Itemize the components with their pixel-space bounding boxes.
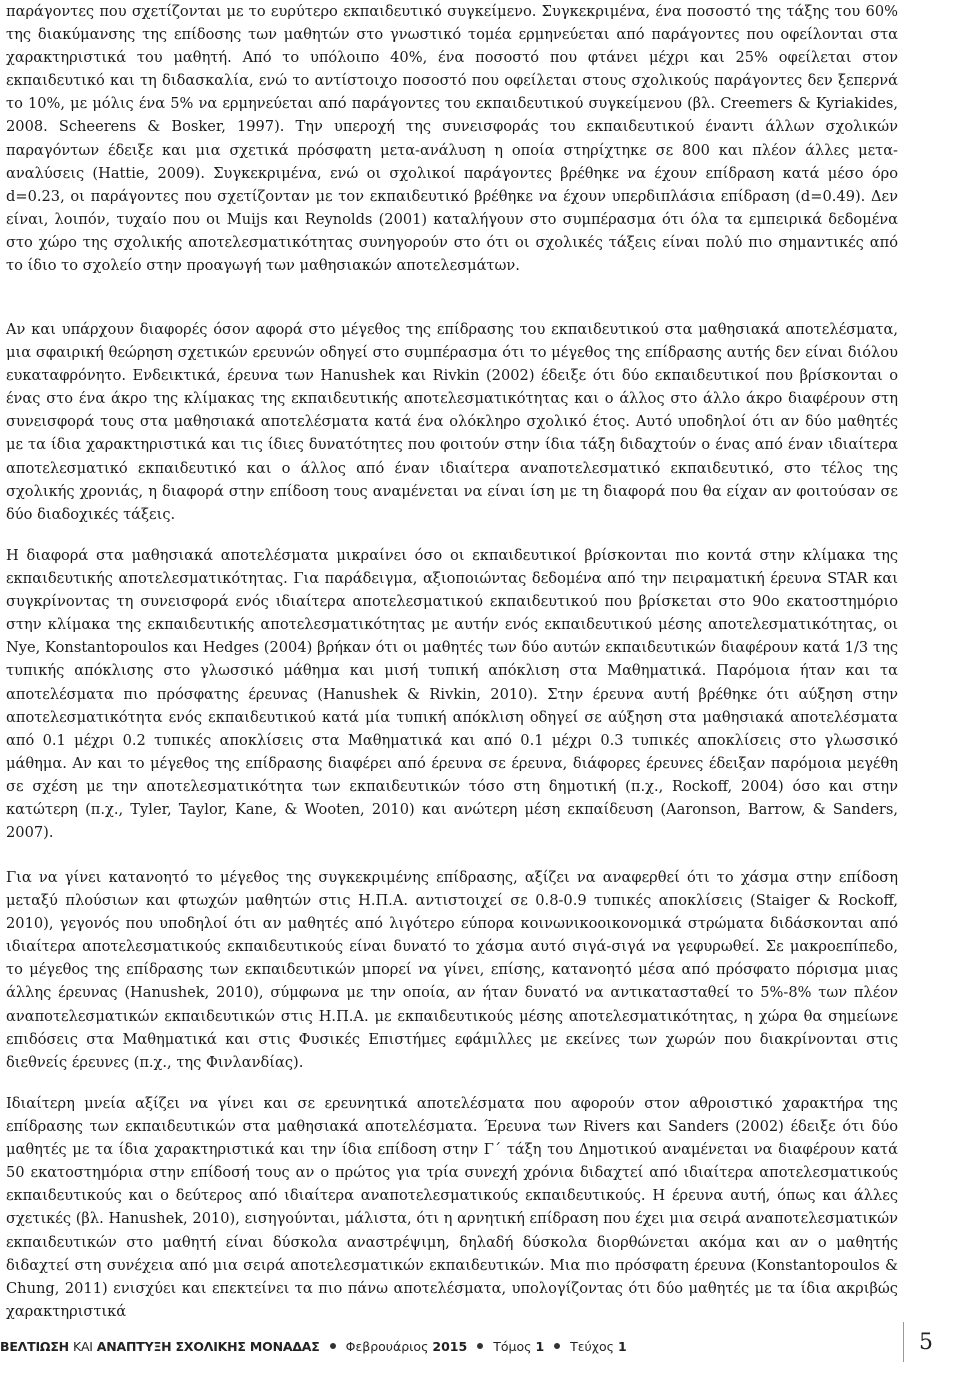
bullet-separator-icon xyxy=(477,1343,483,1349)
journal-title-word1: ΒΕΛΤΙΩΣΗ xyxy=(0,1338,69,1354)
issue-year: 2015 xyxy=(432,1338,468,1354)
issue-month: Φεβρουάριος xyxy=(345,1338,429,1354)
paragraph-3: Η διαφορά στα μαθησιακά αποτελέσματα μικραίνει όσο οι εκπαιδευτικοί βρίσκονται πιο κοντά στην κλίμακα της εκπαιδευτικής αποτελεσματικότητας. Για παράδειγμα, αξιοποιώντας δεδομένα από την πειραματική έρευνα STAR και συγκρίνοντας τη συνεισφορά ενός ιδιαίτερα αποτελεσματικού εκπαιδευτικού που βρίσκεται στο 90ο εκατοστημόριο στην κλίμακα της εκπαιδευτικής αποτελεσματικότητας με αυτήν ενός εκπαιδευτικού μέσης αποτελεσματικότητας, οι Nye, Konstantopoulos και Hedges (2004) βρήκαν ότι οι μαθητές των δύο αυτών εκπαιδευτικών διαφέρουν κατά 1/3 της τυπικής απόκλισης στο γλωσσικό μάθημα και μισή τυπική απόκλιση στα Μαθηματικά. Παρόμοια ήταν και τα αποτελέσματα πιο πρόσφατης έρευνας (Hanushek & Rivkin, 2010). Στην έρευνα αυτή βρέθηκε ότι αύξηση στην αποτελεσματικότητα ενός εκπαιδευτικού κατά μία τυπική απόκλιση οδηγεί σε αύξηση στα μαθησιακά αποτελέσματα από 0.1 μέχρι 0.2 τυπικές αποκλίσεις στα Μαθηματικά και από 0.1 μέχρι 0.3 τυπικές αποκλίσεις στο γλωσσικό μάθημα. Αν και το μέγεθος της επίδρασης διαφέρει από έρευνα σε έρευνα, διάφορες έρευνες έδειξαν παρόμοια μεγέθη σε σχέση με την αποτελεσματικότητα των εκπαιδευτικών τόσο στη δημοτική (π.χ., Rockoff, 2004) όσο και στην κατώτερη (π.χ., Tyler, Taylor, Kane, & Wooten, 2010) και ανώτερη μέση εκπαίδευση (Aaronson, Barrow, & Sanders, 2007). xyxy=(6,547,898,842)
page-number-box xyxy=(903,1322,940,1362)
bullet-separator-icon xyxy=(554,1343,560,1349)
bullet-separator-icon xyxy=(330,1343,336,1349)
paragraph-4: Για να γίνει κατανοητό το μέγεθος της συγκεκριμένης επίδρασης, αξίζει να αναφερθεί ότι το χάσμα στην επίδοση μεταξύ πλούσιων και φτωχών μαθητών στις Η.Π.Α. αντιστοιχεί σε 0.8-0.9 τυπικές αποκλίσεις (Staiger & Rockoff, 2010), γεγονός που υποδηλοί ότι αν μαθητές από λιγότερο εύπορα κοινωνικοοικονομικά στρώματα διδάσκονται από ιδιαίτερα αποτελεσματικούς εκπαιδευτικούς είναι δυνατό το χάσμα αυτό σιγά-σιγά να γεφυρωθεί. Σε μακροεπίπεδο, το μέγεθος της επίδρασης των εκπαιδευτικών μπορεί να γίνει, επίσης, κατανοητό μέσα από πρόσφατο πόρισμα μιας άλλης έρευνας (Hanushek, 2010), σύμφωνα με την οποία, αν ήταν δυνατό να αντικατασταθεί το 5%-8% των πλέον αναποτελεσματικών εκπαιδευτικών στις Η.Π.Α. με εκπαιδευτικούς μέσης αποτελεσματικότητας, η χώρα θα σημείωνε επιδόσεις στα Μαθηματικά και στις Φυσικές Επιστήμες εφάμιλλες με εκείνες των χωρών που διακρίνονται στις διεθνείς έρευνες (π.χ., της Φινλανδίας). xyxy=(6,869,898,1071)
footer-journal-info xyxy=(0,1336,880,1356)
paragraph-2: Αν και υπάρχουν διαφορές όσον αφορά στο μέγεθος της επίδρασης του εκπαιδευτικού στα μαθησιακά αποτελέσματα, μια σφαιρική θεώρηση σχετικών ερευνών οδηγεί στο συμπέρασμα ότι το μέγεθος της επίδρασης αυτής δεν είναι διόλου ευκαταφρόνητο. Ενδεικτικά, έρευνα των Hanushek και Rivkin (2002) έδειξε ότι δύο εκπαιδευτικοί που βρίσκονται ο ένας στο ένα άκρο της κλίμακας της εκπαιδευτικής αποτελεσματικότητας και ο άλλος στο άλλο άκρο διαφέρουν στη συνεισφορά τους στα μαθησιακά αποτελέσματα κατά ένα ολόκληρο σχολικό έτος. Αυτό υποδηλοί ότι αν δύο μαθητές με τα ίδια χαρακτηριστικά και τις ίδιες δυνατότητες που φοιτούν στην ίδια τάξη διδαχτούν ο ένας από έναν ιδιαίτερα αποτελεσματικό εκπαιδευτικό και ο άλλος από έναν ιδιαίτερα αναποτελεσματικό εκπαιδευτικό, στο τέλος της σχολικής χρονιάς, η διαφορά στην επίδοση τους αναμένεται να είναι ίση με τη διαφορά που θα είχαν αν φοιτούσαν σε δύο διαδοχικές τάξεις. xyxy=(6,321,898,523)
page-number: 5 xyxy=(919,1329,933,1355)
journal-title-word3: ΑΝΑΠΤΥΞΗ ΣΧΟΛΙΚΗΣ ΜΟΝΑΔΑΣ xyxy=(96,1338,320,1354)
paragraph-5: Ιδιαίτερη μνεία αξίζει να γίνει και σε ερευνητικά αποτελέσματα που αφορούν στον αθροιστικό χαρακτήρα της επίδρασης των εκπαιδευτικών στα μαθησιακά αποτελέσματα. Έρευνα των Rivers και Sanders (2002) έδειξε ότι δύο μαθητές με τα ίδια χαρακτηριστικά και την ίδια επίδοση στην Γ΄ τάξη του Δημοτικού αναμένεται να διαφέρουν κατά 50 εκατοστημόρια στην επίδοσή τους αν ο πρώτος για τρία συνεχή χρόνια διδαχτεί από ιδιαίτερα αποτελεσματικούς εκπαιδευτικούς και ο δεύτερος από ιδιαίτερα αναποτελεσματικούς εκπαιδευτικούς. Η έρευνα αυτή, όπως και άλλες σχετικές (βλ. Hanushek, 2010), εισηγούνται, μάλιστα, ότι η αρνητική επίδραση που έχει μια σειρά αναποτελεσματικών εκπαιδευτικών στο μαθητή είναι δύσκολα αναστρέψιμη, δηλαδή δύσκολα διορθώνεται ακόμα και αν ο μαθητής διδαχτεί στη συνέχεια από μια σειρά αποτελεσματικών εκπαιδευτικών. Μια πιο πρόσφατη έρευνα (Konstantopoulos & Chung, 2011) ενισχύει και επεκτείνει τα πιο πάνω αποτελέσματα, υπολογίζοντας ότι δύο μαθητές με τα ίδια ακριβώς χαρακτηριστικά xyxy=(6,1095,898,1320)
paragraph-1: παράγοντες που σχετίζονται με το ευρύτερο εκπαιδευτικό συγκείμενο. Συγκεκριμένα, ένα ποσοστό της τάξης του 60% της διακύμανσης της επίδοσης των μαθητών στο γνωστικό τομέα ερμηνεύεται από παράγοντες που οφείλονται στα χαρακτηριστικά του μαθητή. Από το υπόλοιπο 40%, ένα ποσοστό που φτάνει μέχρι και 25% οφείλεται στον εκπαιδευτικό και τη διδασκαλία, ενώ το αντίστοιχο ποσοστό που οφείλεται στους σχολικούς παράγοντες δεν ξεπερνά το 10%, με μόλις ένα 5% να ερμηνεύεται από παράγοντες του εκπαιδευτικού συγκείμενου (βλ. Creemers & Kyriakides, 2008. Scheerens & Bosker, 1997). Την υπεροχή της συνεισφοράς του εκπαιδευτικού έναντι άλλων σχολικών παραγόντων έδειξε και μια σχετικά πρόσφατη μετα-ανάλυση η οποία στηρίχτηκε σε 800 και πλέον άλλες μετα-αναλύσεις (Hattie, 2009). Συγκεκριμένα, ενώ οι σχολικοί παράγοντες βρέθηκε να έχουν επίδραση κατά μέσο όρο d=0.23, οι παράγοντες που σχετίζονταν με τον εκπαιδευτικό βρέθηκε να έχουν υπερδιπλάσια επίδραση (d=0.49). Δεν είναι, λοιπόν, τυχαίο που οι Muijs και Reynolds (2001) καταλήγουν στο συμπέρασμα ότι όλα τα εμπειρικά δεδομένα στο χώρο της σχολικής αποτελεσματικότητας συνηγορούν στο ότι οι σχολικές τάξεις είναι πολύ πιο σημαντικές από το ίδιο το σχολείο στην προαγωγή των μαθησιακών αποτελεσμάτων. xyxy=(6,3,898,275)
issue-number: 1 xyxy=(617,1338,627,1354)
page-footer xyxy=(0,1322,960,1366)
volume-label: Τόμος xyxy=(493,1338,532,1354)
journal-title-word2: ΚΑΙ xyxy=(72,1338,93,1354)
issue-label: Τεύχος xyxy=(570,1338,614,1354)
volume-number: 1 xyxy=(535,1338,545,1354)
